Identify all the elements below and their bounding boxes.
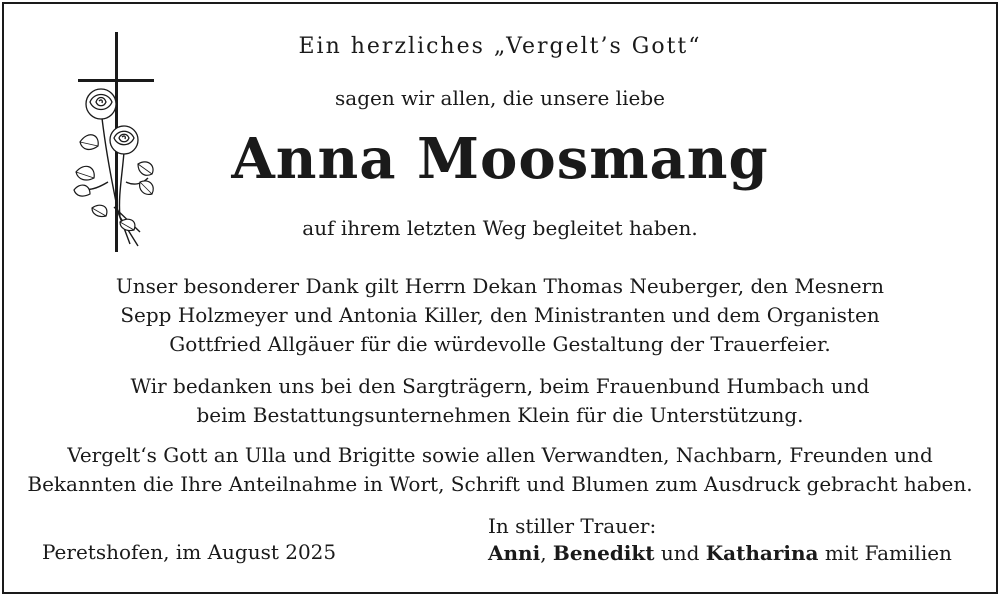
paragraph-line: Bekannten die Ihre Anteilnahme in Wort, Schrift und Blumen zum Ausdruck gebracht haben. bbox=[27, 472, 973, 496]
separator: , bbox=[540, 541, 553, 565]
thanks-paragraph-family bbox=[0, 441, 1000, 499]
paragraph-line: Unser besonderer Dank gilt Herrn Dekan Thomas Neuberger, den Mesnern bbox=[115, 274, 885, 298]
mourners-line bbox=[488, 541, 952, 565]
deceased-name: Anna Moosmang bbox=[231, 126, 769, 192]
mourner-name: Benedikt bbox=[552, 541, 655, 565]
mourner-name: Anni bbox=[488, 541, 541, 565]
mourner-name: Katharina bbox=[705, 541, 819, 565]
paragraph-line: Vergelt‘s Gott an Ulla und Brigitte sowie allen Verwandten, Nachbarn, Freunden und bbox=[67, 443, 933, 467]
paragraph-line: Wir bedanken uns bei den Sargträgern, beim Frauenbund Humbach und bbox=[130, 374, 870, 398]
intro-line: sagen wir allen, die unsere liebe bbox=[335, 86, 665, 110]
greeting-heading: Ein herzliches „Vergelt’s Gott“ bbox=[298, 34, 702, 59]
last-walk-line: auf ihrem letzten Weg begleitet haben. bbox=[302, 216, 698, 240]
thanks-paragraph-bearers bbox=[0, 372, 1000, 430]
separator: und bbox=[654, 541, 706, 565]
mourning-label: In stiller Trauer: bbox=[488, 514, 657, 538]
mourners-suffix: mit Familien bbox=[818, 541, 952, 565]
thanks-paragraph-clergy bbox=[0, 272, 1000, 359]
paragraph-line: Sepp Holzmeyer und Antonia Killer, den Ministranten und dem Organisten bbox=[120, 303, 880, 327]
paragraph-line: Gottfried Allgäuer für die würdevolle Gestaltung der Trauerfeier. bbox=[169, 332, 831, 356]
place-date: Peretshofen, im August 2025 bbox=[42, 540, 337, 564]
paragraph-line: beim Bestattungsunternehmen Klein für die Unterstützung. bbox=[196, 403, 804, 427]
